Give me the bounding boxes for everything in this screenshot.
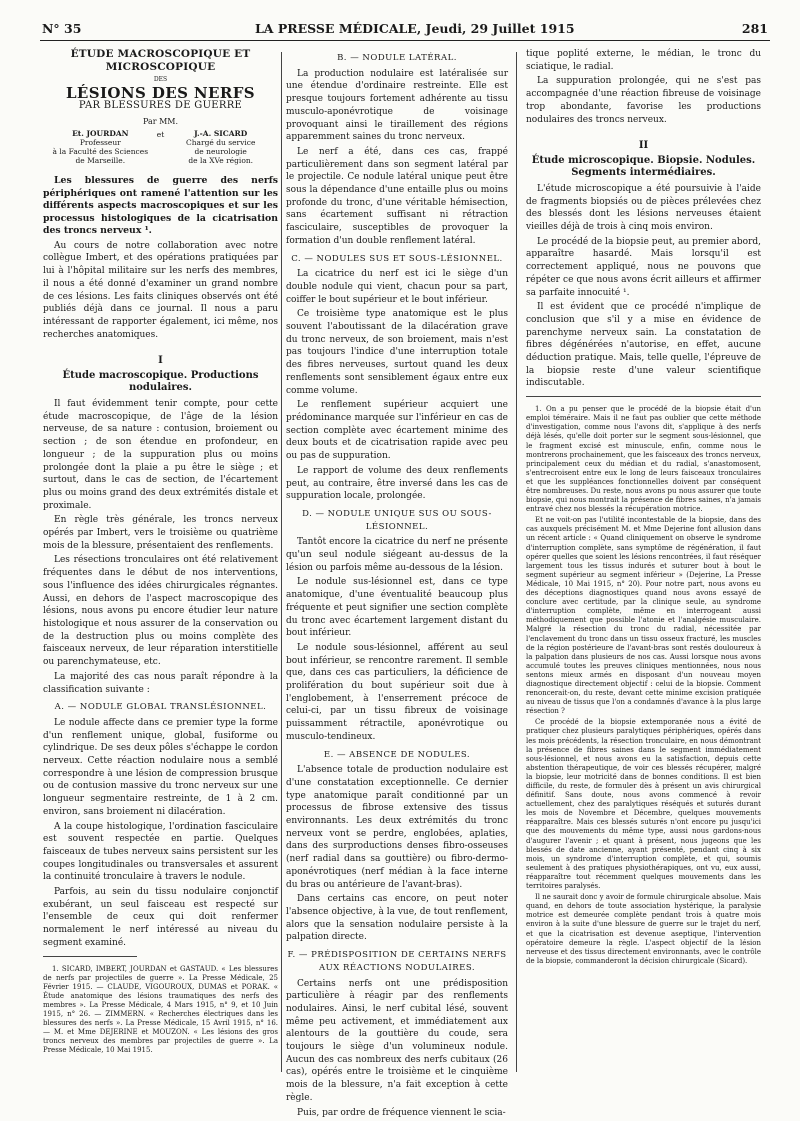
subsection-heading: C. — NODULES SUS ET SOUS-LÉSIONNEL. <box>291 253 503 264</box>
paragraph: Le nerf a été, dans ces cas, frappé particulièrement dans son segment latéral par le projectile. Ce nodule latéral unique peut être sous la dépendance d'une entaille plus ou moins profonde du tronc, d'une véritable hémisection, sans écartement suffisant ni rétraction fasciculaire, susceptibles de provoquer la formation d'un double renflement latéral. <box>286 146 508 246</box>
paragraph: Le renflement supérieur acquiert une prédominance marquée sur l'inférieur en cas de section complète avec écartement minime des deux bouts et de cicatrisation rapide avec peu ou pas de suppuration. <box>286 400 508 462</box>
paragraph: Le nodule affecte dans ce premier type la forme d'un renflement unique, global, fusiforme ou cylindrique. De ses deux pôles s'échappe le cordon nerveux. Cette réaction nodulaire nous a semblé correspondre à une lésion de compression brusque ou de contusion massive du tronc nerveux sur une longueur segmentaire restreinte, de 1 à 2 cm. environ, sans broiement ni dilacération. <box>43 717 278 817</box>
section-heading: Étude microscopique. Biopsie. Nodules. Segments intermédiaires. <box>531 154 756 178</box>
subsection-heading: F. — PRÉDISPOSITION DE CERTAINS NERFS <box>287 950 507 961</box>
section-heading: Étude macroscopique. Productions nodulaires. <box>62 370 259 394</box>
column-divider <box>516 52 517 1072</box>
footnote: Ce procédé de la biopsie extemporanée nous a évité de pratiquer chez plusieurs paralytiques périphériques, opérés dans les mois précédents, la résection tronculaire, en nous démontrant la présence de fibres saines dans le segment immédiatement sous-lésionnel, et nous avons eu la satisfaction, depuis cette abstention thérapeutique, de voir ces blessés récupérer, malgré la biopsie, leur motricité dans de bonnes conditions. Il est bien difficile, du reste, de formuler dès à présent un avis chirurgical définitif. Sans doute, nous avons commencé à revoir actuellement, chez des paralytiques réséqués et suturés durant les mois de Novembre et Décembre, quelques mouvements réapparaître. Mais ces blessés suturés n'ont encore pu jusqu'ici que des mouvements du même type, aussi nous gardons-nous d'augurer l'avenir ; et quant à présent, nous jugeons que les blessés de date ancienne, ayant présenté, pendant cinq à six mois, un syndrome d'interruption complète, et qui, soumis seulement à des pratiques physiothérapiques, ont vu, eux aussi, réapparaître tout récemment quelques mouvements dans les territoires paralysés. <box>526 718 761 891</box>
article-title-line1: ÉTUDE MACROSCOPIQUE ET MICROSCOPIQUE <box>70 48 251 73</box>
column-divider <box>281 52 282 1072</box>
paragraph: Ce troisième type anatomique est le plus souvent l'aboutissant de la dilacération grave du tronc nerveux, de son broiement, mais n'est pas toujours l'indice d'une interruption totale des fibres nerveuses, surtout quand les deux renflements sont sensiblement égaux entre eux comme volume. <box>286 309 508 396</box>
lead-paragraph: Les blessures de guerre des nerfs périphériques ont ramené l'attention sur les différents aspects macroscopiques et sur les processus histologiques de la cicatrisation des troncs nerveux ¹. <box>43 175 278 237</box>
paragraph: Parfois, au sein du tissu nodulaire conjonctif exubérant, un seul faisceau est respecté sur l'ensemble de ceux qui doit renfermer normalement le nerf intéressé au niveau du segment examiné. <box>43 887 278 948</box>
footnote-rule <box>43 956 137 957</box>
column-3 <box>526 48 761 968</box>
paragraph: Le procédé de la biopsie peut, au premier abord, apparaître hasardé. Mais lorsqu'il est correctement appliqué, nous ne pouvons que répéter ce que nous avons écrit ailleurs et affirmer sa parfaite innocuité ¹. <box>526 236 761 298</box>
paragraph: Le rapport de volume des deux renflements peut, au contraire, être inversé dans les cas de suppuration locale, prolongée. <box>286 465 508 502</box>
authors-and: et <box>156 130 165 140</box>
authors <box>49 129 272 165</box>
paragraph: La cicatrice du nerf est ici le siège d'un double nodule qui vient, chacun pour sa part, coiffer le bout supérieur et le bout inférieur. <box>286 269 508 305</box>
page-number: 281 <box>741 21 768 36</box>
journal-title: LA PRESSE MÉDICALE, Jeudi, 29 Juillet 1915 <box>255 21 575 36</box>
paragraph: En règle très générale, les troncs nerveux opérés par Imbert, vers le troisième ou quatrième mois de la blessure, présentaient des renflements. <box>43 515 278 551</box>
paragraph: La production nodulaire est latéralisée sur une étendue d'ordinaire restreinte. Elle est presque toujours fortement adhérente au tissu musculo-aponévrotique de voisinage provoquant ainsi le tiraillement des régions apparemment saines du tronc nerveux. <box>286 68 508 143</box>
section-number: I <box>158 355 163 367</box>
footnote: 1. On a pu penser que le procédé de la biopsie était d'un emploi téméraire. Mais il ne faut pas oublier que cette méthode d'investigation, comme nous l'avons dit, s'applique à des nerfs déjà lésés, qu'elle doit porter sur le segment sous-lésionnel, que le fragment excisé est minuscule, enfin, comme nous le montrerons prochainement, que les faisceaux des troncs nerveux, principalement ceux du médian et du radial, s'anastomosent, s'entrecroisent entre eux le long de leurs faisceaux tronculaires et que les suppléances fonctionnelles doivent par conséquent être nombreuses. Du reste, nous avons pu nous assurer que toute biopsie, qui nous montrait la présence de fibres saines, n'a jamais entravé chez nos blessés la récupération motrice. <box>526 405 761 514</box>
footnote: 1. SICARD, IMBERT, JOURDAN et GASTAUD. « Les blessures de nerfs par projectiles de guerre ». La Presse Médicale, 25 Février 1915. — CLAUDE, VIGOUROUX, DUMAS et PORAK. « Étude anatomique des lésions traumatiques des nerfs des membres ». La Presse Médicale, 4 Mars 1915, n° 9, et 10 Juin 1915, n° 26. — ZIMMERN. « Recherches électriques dans les blessures des nerfs ». La Presse Médicale, 15 Avril 1915, n° 16. — M. et Mme DEJERINE et MOUZON. « Les lésions des gros troncs nerveux des membres par projectiles de guerre ». La Presse Médicale, 10 Mai 1915. <box>43 964 278 1055</box>
paragraph: La majorité des cas nous paraît répondre à la classification suivante : <box>43 671 278 695</box>
paragraph: Au cours de notre collaboration avec notre collègue Imbert, et des opérations pratiquées par lui à l'hôpital militaire sur les nerfs des membres, il nous a été donné d'examiner un grand nombre de ces lésions. Les faits cliniques observés ont été publiés déjà dans ce journal. Il nous a paru intéressant de rapporter également, ici même, nos recherches anatomiques. <box>43 240 278 340</box>
paragraph: Le nodule sus-lésionnel est, dans ce type anatomique, d'une éventualité beaucoup plus fréquente et peut signifier une section complète du tronc avec écartement largement distant du bout inférieur. <box>286 577 508 639</box>
issue-number: N° 35 <box>42 21 82 36</box>
paragraph: A la coupe histologique, l'ordination fasciculaire est souvent respectée en partie. Quelques faisceaux de tubes nerveux sains persistent sur les coupes longitudinales ou transversales et assurent la continuité tronculaire à travers le nodule. <box>43 821 278 883</box>
subsection-heading: B. — NODULE LATÉRAL. <box>337 53 457 63</box>
subsection-heading: D. — NODULE UNIQUE SUS OU SOUS-LÉSIONNEL. <box>302 508 492 532</box>
paragraph: Certains nerfs ont une prédisposition particulière à réagir par des renflements nodulaires. Ainsi, le nerf cubital lésé, souvent même peu activement, et immédiatement aux alentours de la gouttière du coude, sera toujours le siège d'un volumineux nodule. Aucun des cas nombreux des nerfs cubitaux (26 cas), opérés entre le troisième et le cinquième mois de la blessure, n'a fait exception à cette règle. <box>286 978 508 1103</box>
author-jourdan: Et. JOURDAN Professeur à la Faculté des Sciences de Marseille. <box>52 129 149 166</box>
paragraph: Le nodule sous-lésionnel, afférent au seul bout inférieur, se rencontre rarement. Il semble que, dans ces cas particuliers, la déficience de prolifération du bout supérieur soit due à l'englobement, à l'enserrement précoce de celui-ci, par un tissu fibreux de voisinage puissamment rétractile, aponévrotique ou musculo-tendineux. <box>286 642 508 742</box>
subsection-heading: E. — ABSENCE DE NODULES. <box>323 749 471 760</box>
author-sicard: J.-A. SICARD Chargé du service de neurologie de la XVe région. <box>185 129 256 166</box>
subsection-heading: A. — NODULE GLOBAL TRANSLÉSIONNEL. <box>54 702 267 713</box>
section-number: II <box>638 140 649 152</box>
footnote: Il ne saurait donc y avoir de formule chirurgicale absolue. Mais quand, en dehors de toute association hystérique, la paralysie motrice est demeurée complète pendant trois à quatre mois environ à la suite d'une blessure de guerre sur le trajet du nerf, et que la cicatrisation est devenue aseptique, l'intervention opératoire demeure la règle. L'aspect objectif de la lésion nerveuse et des tissus directement environnants, avec le contrôle de la biopsie, commanderont la décision chirurgicale (Sicard). <box>526 893 761 965</box>
paragraph: Tantôt encore la cicatrice du nerf ne présente qu'un seul nodule siégeant au-dessus de la lésion ou parfois même au-dessous de la lésion. <box>286 537 508 573</box>
column-2 <box>286 48 508 1121</box>
paragraph: Puis, par ordre de fréquence viennent le scia- <box>297 1107 506 1118</box>
footnote: Et ne voit-on pas l'utilité incontestable de la biopsie, dans des cas auxquels précisément M. et Mme Dejerine font allusion dans un récent article : « Quand cliniquement on observe le syndrome d'interruption complète, sans symptôme de régénération, il faut opérer quelles que soient les lésions rencontrées, il faut réséquer largement tous les tissus indurés et suturer bout à bout le segment supérieur au segment inférieur » (Dejerine, La Presse Médicale, 10 Mai 1915, n° 20). Pour notre part, nous avons eu des déceptions diagnostiques quand nous avons essayé de conclure avec certitude, par la clinique seule, au syndrome d'interruption complète, même en interrogeant aussi méthodiquement que possible l'atonie et l'analgésie musculaire. Malgré la résection du tronc du radial, nécessitée par l'enclavement du tronc dans un tissu osseux fracturé, les muscles de la région postérieure de l'avant-bras sont restés douloureux à la palpation dans plusieurs de nos cas. Aussi lorsque nous avons accumulé toutes les preuves cliniques mentionnées, nous nous sentons mieux armés en disposant d'un nouveau moyen diagnostique directement objectif : celui de la biopsie. Comment renoncerait-on, du reste, devant cette minime excision pratiquée au niveau de tissus que l'on a condamnés d'avance à la plus large résection ? <box>526 516 761 716</box>
article-title-des: DES <box>153 76 168 84</box>
page-header <box>40 18 770 41</box>
paragraph: Dans certains cas encore, on peut noter l'absence objective, à la vue, de tout renflement, alors que la sensation nodulaire persiste à la palpation directe. <box>286 894 508 943</box>
by-line: Par MM. <box>142 116 179 126</box>
paragraph: La suppuration prolongée, qui ne s'est pas accompagnée d'une réaction fibreuse de voisinage trop abondante, favorise les productions nodulaires des troncs nerveux. <box>526 76 761 125</box>
paragraph: Il faut évidemment tenir compte, pour cette étude macroscopique, de l'âge de la lésion nerveuse, de sa nature : contusion, broiement ou section ; de son étendue en profondeur, en longueur ; de la suppuration plus ou moins prolongée dont la plaie a pu être le siège ; et surtout, dans le cas de section, de l'écartement plus ou moins grand des deux extrémités distale et proximale. <box>43 399 278 511</box>
paragraph: Il est évident que ce procédé n'implique de conclusion que s'il y a mise en évidence de parenchyme nerveux sain. La constatation de fibres dégénérées n'autorise, en effet, aucune déduction pratique. Mais, telle quelle, l'épreuve de la biopsie reste d'une valeur scientifique indiscutable. <box>526 302 761 389</box>
article-subtitle: PAR BLESSURES DE GUERRE <box>78 99 243 111</box>
footnote-rule <box>526 396 761 397</box>
article-title: LÉSIONS DES NERFS <box>65 84 256 103</box>
column-1 <box>43 48 278 1058</box>
subsection-heading-cont: AUX RÉACTIONS NODULAIRES. <box>318 962 476 973</box>
paragraph-continued: tique poplité externe, le médian, le tronc du sciatique, le radial. <box>526 49 761 72</box>
paragraph: L'absence totale de production nodulaire est d'une constatation exceptionnelle. Ce dernier type anatomique paraît conditionné par un processus de fibrose extensive des tissus environnants. Les deux extrémités du tronc nerveux vont se perdre, englobées, aplaties, dans des surproductions denses fibro-osseuses (nerf radial dans sa gouttière) ou fibro-dermo-aponévrotiques (nerf médian à la face interne du bras ou antérieure de l'avant-bras). <box>286 765 508 890</box>
paragraph: L'étude microscopique a été poursuivie à l'aide de fragments biopsiés ou de pièces prélevées chez des blessés dont les lésions nerveuses étaient vieilles déjà de trois à cinq mois environ. <box>526 183 761 233</box>
paragraph: Les résections tronculaires ont été relativement fréquentes dans le début de nos interventions, sous l'influence des idées chirurgicales régnantes. Aussi, en dehors de l'aspect macroscopique des lésions, nous avons pu encore étudier leur nature histologique et nous assurer de la conservation ou de la destruction plus ou moins complète des faisceaux nerveux, de leur réparation interstitielle ou parenchymateuse, etc. <box>43 555 278 668</box>
